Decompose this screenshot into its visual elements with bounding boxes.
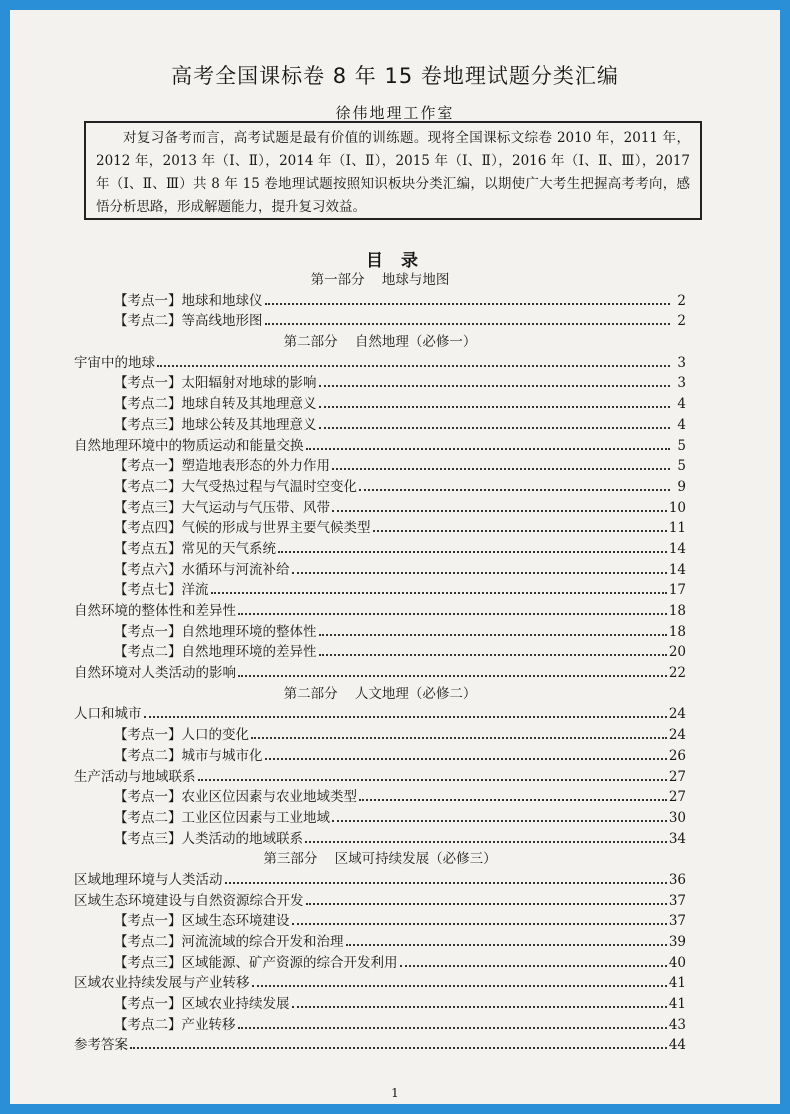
toc-entry-label: 【考点二】产业转移	[114, 1016, 236, 1033]
toc-entry-label: 第一部分 地球与地图	[310, 272, 450, 288]
toc-entry-label: 【考点七】洋流	[114, 582, 209, 599]
toc-entry-label: 【考点二】城市与城市化	[114, 747, 263, 764]
toc-page-number: 30	[668, 809, 686, 826]
toc-dot-leader	[305, 841, 667, 843]
toc-page-number: 3	[677, 375, 686, 392]
toc-entry-label: 自然环境对人类活动的影响	[74, 665, 236, 682]
toc-page-number: 43	[668, 1016, 686, 1033]
toc-subentry	[74, 394, 686, 415]
toc-dot-leader	[278, 551, 667, 553]
toc-dot-leader	[332, 820, 667, 822]
toc-subentry	[74, 580, 686, 601]
toc-entry-label: 【考点三】地球公转及其地理意义	[114, 416, 317, 433]
toc-entry-label: 【考点五】常见的天气系统	[114, 540, 276, 557]
toc-page-number: 34	[668, 830, 686, 847]
toc-dot-leader	[306, 903, 667, 905]
toc-entry-label: 【考点二】大气受热过程与气温时空变化	[114, 478, 357, 495]
toc-dot-leader	[292, 923, 667, 925]
toc-entry-label: 宇宙中的地球	[74, 354, 155, 371]
toc-dot-leader	[319, 427, 671, 429]
toc-page-number: 24	[668, 727, 686, 744]
toc-page-number: 41	[668, 975, 686, 992]
toc-entry-label: 【考点一】人口的变化	[114, 727, 249, 744]
toc-subentry	[74, 291, 686, 312]
toc-entry-label: 【考点二】工业区位因素与工业地域	[114, 809, 330, 826]
toc-page-number: 14	[668, 561, 686, 578]
toc-section-entry	[74, 436, 686, 457]
toc-entry-label: 人口和城市	[74, 706, 142, 723]
toc-subentry	[74, 622, 686, 643]
toc-page-number: 5	[677, 437, 686, 454]
toc-subentry	[74, 746, 686, 767]
toc-page-number: 27	[668, 768, 686, 785]
page-number: 1	[391, 1086, 399, 1100]
toc-entry-label: 【考点四】气候的形成与世界主要气候类型	[114, 520, 371, 537]
toc-entry-label: 自然地理环境中的物质运动和能量交换	[74, 437, 304, 454]
toc-section-entry	[74, 973, 686, 994]
toc-page-number: 24	[668, 706, 686, 723]
toc-section-entry	[74, 663, 686, 684]
toc-page-number: 39	[668, 934, 686, 950]
toc-entry-label: 【考点一】太阳辐射对地球的影响	[114, 375, 317, 392]
toc-entry-label: 区域生态环境建设与自然资源综合开发	[74, 892, 304, 909]
toc-dot-leader	[238, 1027, 667, 1029]
toc-entry-label: 【考点三】大气运动与气压带、风带	[114, 499, 330, 516]
toc-subentry	[74, 787, 686, 808]
toc-dot-leader	[292, 572, 667, 574]
toc-page-number: 37	[668, 913, 686, 930]
toc-dot-leader	[306, 448, 671, 450]
toc-dot-leader	[251, 737, 667, 739]
toc-entry-label: 【考点二】自然地理环境的差异性	[114, 644, 317, 661]
toc-dot-leader	[144, 716, 667, 718]
toc-part-heading	[74, 849, 686, 870]
toc-subentry	[74, 808, 686, 829]
toc-section-entry	[74, 767, 686, 788]
toc-entry-label: 参考答案	[74, 1037, 128, 1054]
toc-page-number: 5	[677, 458, 686, 475]
toc-dot-leader	[211, 592, 667, 594]
toc-subentry	[74, 498, 686, 519]
toc-entry-label: 【考点一】地球和地球仪	[114, 292, 263, 309]
toc-dot-leader	[346, 944, 667, 946]
toc-subentry	[74, 725, 686, 746]
toc-subentry	[74, 994, 686, 1015]
toc-page-number: 37	[668, 892, 686, 909]
toc-part-heading	[74, 684, 686, 705]
toc-entry-label: 【考点六】水循环与河流补给	[114, 561, 290, 578]
toc-dot-leader	[238, 613, 667, 615]
table-of-contents	[74, 270, 686, 1056]
toc-dot-leader	[319, 634, 667, 636]
toc-page-number: 4	[677, 396, 686, 413]
toc-page-number: 40	[668, 954, 686, 971]
toc-dot-leader	[265, 758, 667, 760]
toc-dot-leader	[198, 779, 667, 781]
toc-dot-leader	[265, 323, 671, 325]
toc-part-heading	[74, 270, 686, 291]
toc-section-entry	[74, 704, 686, 725]
toc-entry-label: 【考点二】地球自转及其地理意义	[114, 396, 317, 413]
toc-page-number: 27	[668, 789, 686, 806]
toc-page-number: 41	[668, 996, 686, 1013]
toc-dot-leader	[373, 530, 667, 532]
toc-entry-label: 【考点一】塑造地表形态的外力作用	[114, 458, 330, 475]
toc-entry-label: 生产活动与地域联系	[74, 768, 196, 785]
toc-subentry	[74, 642, 686, 663]
toc-dot-leader	[332, 468, 670, 470]
toc-section-entry	[74, 601, 686, 622]
toc-entry-label: 区域地理环境与人类活动	[74, 871, 223, 888]
toc-entry-label: 第二部分 自然地理（必修一）	[283, 334, 477, 351]
toc-section-entry	[74, 1035, 686, 1056]
toc-page-number: 2	[677, 313, 686, 330]
toc-dot-leader	[319, 385, 671, 387]
toc-subentry	[74, 829, 686, 850]
toc-page-number: 44	[668, 1037, 686, 1054]
toc-dot-leader	[319, 654, 667, 656]
toc-dot-leader	[359, 489, 670, 491]
toc-subentry	[74, 1015, 686, 1036]
toc-dot-leader	[319, 406, 671, 408]
toc-subentry	[74, 311, 686, 332]
toc-page-number: 18	[668, 623, 686, 640]
document-author: 徐伟地理工作室	[335, 104, 455, 122]
toc-subentry	[74, 456, 686, 477]
toc-dot-leader	[252, 985, 667, 987]
toc-subentry	[74, 373, 686, 394]
toc-page-number: 2	[677, 292, 686, 309]
toc-part-heading	[74, 332, 686, 353]
toc-entry-label: 第二部分 人文地理（必修二）	[283, 685, 477, 702]
toc-subentry	[74, 415, 686, 436]
toc-entry-label: 区域农业持续发展与产业转移	[74, 975, 250, 992]
document-title: 高考全国课标卷 8 年 15 卷地理试题分类汇编	[171, 64, 619, 88]
toc-page-number: 4	[677, 416, 686, 433]
toc-entry-label: 第三部分 区域可持续发展（必修三）	[263, 851, 497, 868]
toc-section-entry	[74, 353, 686, 374]
toc-dot-leader	[157, 365, 670, 367]
toc-subentry	[74, 932, 686, 953]
toc-page-number: 11	[668, 520, 686, 537]
toc-dot-leader	[238, 675, 667, 677]
toc-page-number: 22	[668, 665, 686, 682]
toc-page-number: 26	[668, 747, 686, 764]
toc-entry-label: 【考点一】自然地理环境的整体性	[114, 623, 317, 640]
toc-dot-leader	[225, 882, 667, 884]
toc-entry-label: 【考点二】等高线地形图	[114, 313, 263, 330]
intro-box: 对复习备考而言，高考试题是最有价值的训练题。现将全国课标文综卷 2010 年，2011 年，2012 年，2013 年（Ⅰ、Ⅱ），2014 年（Ⅰ、Ⅱ），2015 年（Ⅰ、Ⅱ），2016 年（Ⅰ、Ⅱ、Ⅲ），2017 年（Ⅰ、Ⅱ、Ⅲ）共 8 年 15 卷地理试题按照知识板块分类汇编，以期使广大考生把握高考考向，感悟分析思路，形成解题能力，提升复习效益。	[84, 121, 702, 220]
toc-page-number: 18	[668, 603, 686, 619]
toc-subentry	[74, 911, 686, 932]
toc-section-entry	[74, 870, 686, 891]
toc-page-number: 36	[668, 871, 686, 888]
toc-page-number: 14	[668, 540, 686, 557]
toc-entry-label: 【考点一】农业区位因素与农业地域类型	[114, 789, 357, 806]
toc-heading: 目 录	[366, 251, 424, 271]
toc-dot-leader	[265, 303, 671, 305]
toc-page-number: 3	[677, 354, 686, 371]
toc-section-entry	[74, 891, 686, 912]
toc-entry-label: 自然环境的整体性和差异性	[74, 603, 236, 619]
toc-subentry	[74, 953, 686, 974]
toc-entry-label: 【考点三】人类活动的地域联系	[114, 830, 303, 847]
toc-page-number: 20	[668, 644, 686, 661]
toc-entry-label: 【考点二】河流流域的综合开发和治理	[114, 934, 344, 950]
toc-dot-leader	[332, 510, 667, 512]
toc-entry-label: 【考点一】区域农业持续发展	[114, 996, 290, 1013]
toc-subentry	[74, 539, 686, 560]
toc-dot-leader	[292, 1006, 667, 1008]
toc-dot-leader	[400, 965, 667, 967]
toc-page-number: 17	[668, 582, 686, 599]
toc-dot-leader	[359, 799, 667, 801]
toc-subentry	[74, 518, 686, 539]
toc-dot-leader	[130, 1047, 667, 1049]
toc-page-number: 9	[677, 478, 686, 495]
document-page	[10, 10, 780, 1104]
toc-entry-label: 【考点三】区域能源、矿产资源的综合开发利用	[114, 954, 398, 971]
toc-subentry	[74, 477, 686, 498]
toc-page-number: 10	[668, 499, 686, 516]
toc-entry-label: 【考点一】区域生态环境建设	[114, 913, 290, 930]
toc-subentry	[74, 560, 686, 581]
